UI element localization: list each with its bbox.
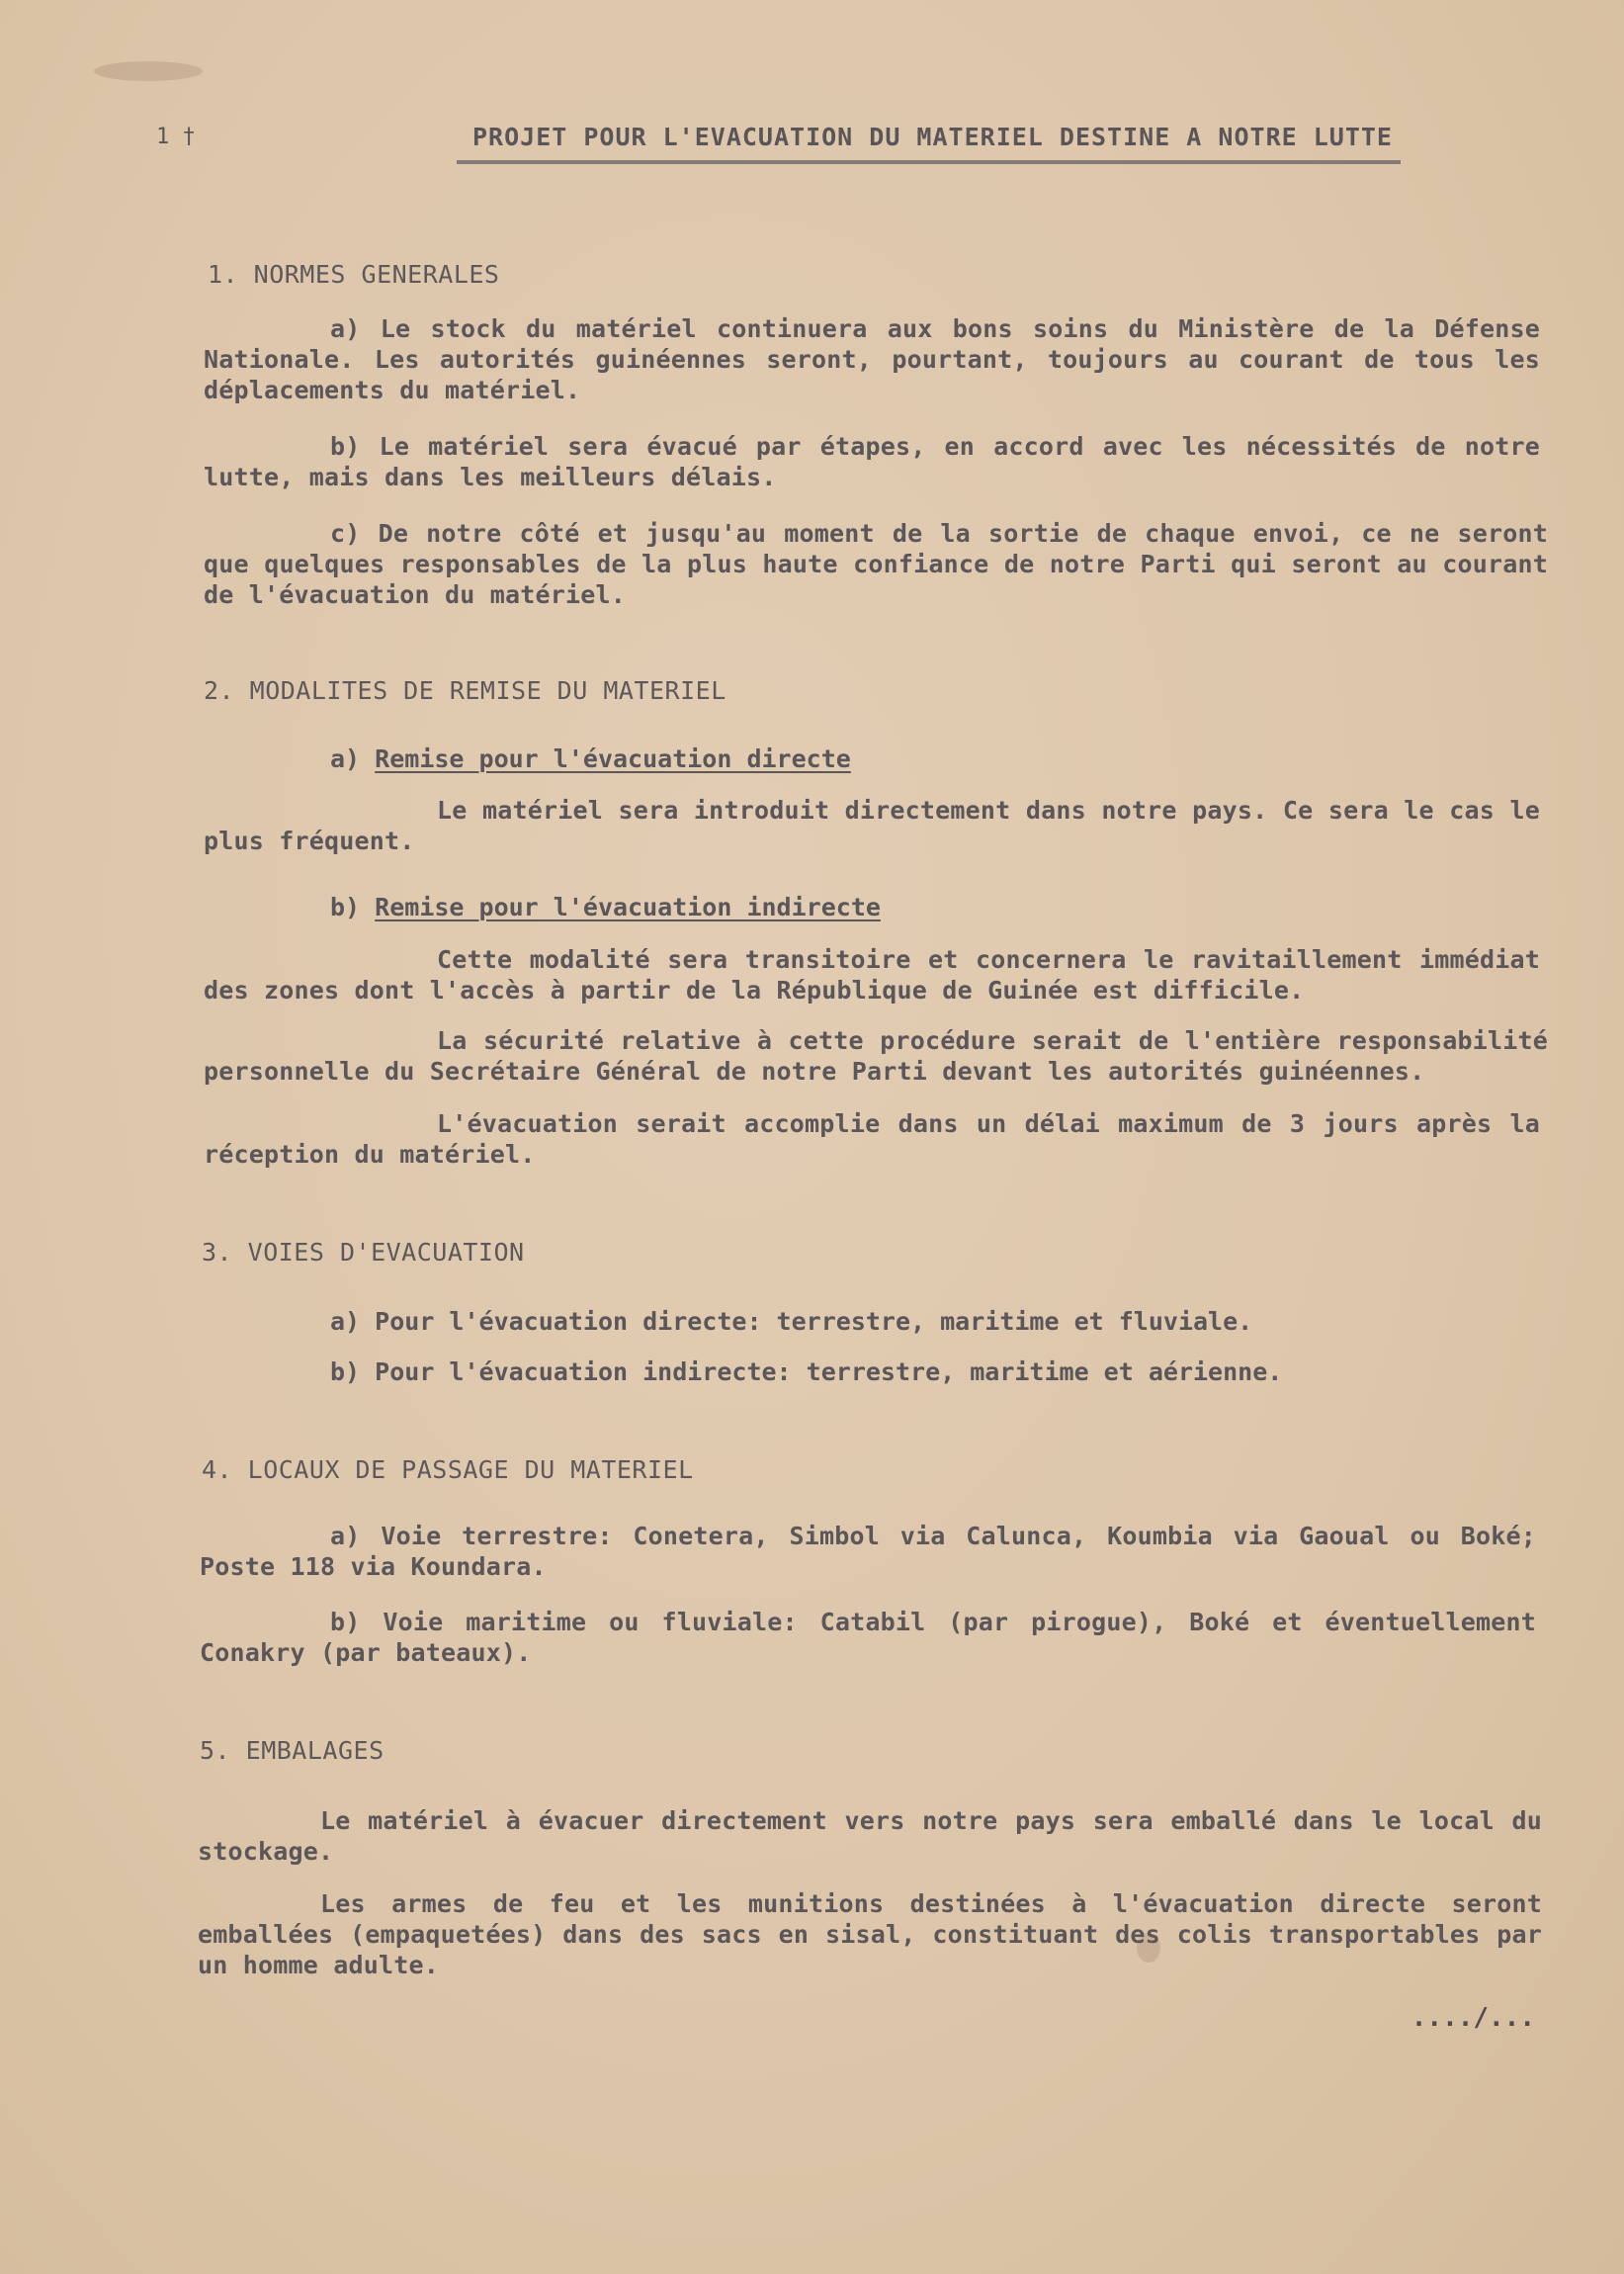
item-text: De notre côté et jusqu'au moment de la sortie de chaque envoi, ce ne seront que quelques responsables de la plus haute confiance de notre Parti qui seront au courant de l'évacuation du matériel.	[204, 519, 1548, 609]
section-2-sub-b-para-3	[204, 1108, 1540, 1170]
item-label: a)	[330, 744, 361, 773]
title-underline	[457, 160, 1401, 164]
item-label: a)	[330, 314, 361, 343]
item-text: Voie terrestre: Conetera, Simbol via Calunca, Koumbia via Gaoual ou Boké; Poste 118 via Koundara.	[200, 1522, 1536, 1581]
section-2-sub-b-para-2	[204, 1025, 1548, 1087]
margin-mark: 1 †	[156, 125, 196, 149]
section-2-heading: 2. MODALITES DE REMISE DU MATERIEL	[204, 676, 727, 705]
item-text: Voie maritime ou fluviale: Catabil (par pirogue), Boké et éventuellement Conakry (par bateaux).	[200, 1608, 1536, 1667]
section-2-sub-a-text	[204, 795, 1540, 856]
paragraph-text: L'évacuation serait accomplie dans un délai maximum de 3 jours après la réception du matériel.	[204, 1109, 1540, 1169]
section-3-item-a	[330, 1307, 1252, 1336]
section-5-heading: 5. EMBALAGES	[200, 1736, 385, 1765]
subheading: Remise pour l'évacuation directe	[375, 744, 851, 773]
section-1-heading: 1. NORMES GENERALES	[208, 260, 500, 289]
section-2-sub-a-title	[330, 744, 851, 773]
item-label: a)	[330, 1522, 361, 1550]
paper-stain	[94, 61, 203, 81]
paragraph-text: Le matériel à évacuer directement vers notre pays sera emballé dans le local du stockage.	[198, 1806, 1542, 1866]
paragraph-text: Le matériel sera introduit directement dans notre pays. Ce sera le cas le plus fréquent.	[204, 796, 1540, 855]
item-label: b)	[330, 1608, 361, 1636]
section-1-item-a	[204, 313, 1540, 405]
item-text: Le stock du matériel continuera aux bons soins du Ministère de la Défense Nationale. Les autorités guinéennes seront, pourtant, toujours au courant de tous les déplacements du matériel.	[204, 314, 1540, 404]
item-label: b)	[330, 1357, 361, 1386]
continuation-mark: ..../...	[1410, 2003, 1535, 2033]
item-text: Pour l'évacuation directe: terrestre, maritime et fluviale.	[375, 1307, 1253, 1336]
section-4-item-a	[200, 1521, 1536, 1582]
section-2-sub-b-title	[330, 893, 881, 921]
section-5-para-2	[198, 1888, 1542, 1980]
section-3-item-b	[330, 1357, 1282, 1386]
subheading: Remise pour l'évacuation indirecte	[375, 893, 881, 921]
item-label: c)	[330, 519, 361, 548]
item-label: b)	[330, 432, 361, 461]
section-3-heading: 3. VOIES D'EVACUATION	[202, 1238, 525, 1267]
item-label: b)	[330, 893, 361, 921]
paragraph-text: Les armes de feu et les munitions destinées à l'évacuation directe seront emballées (empaquetées) dans des sacs en sisal, constituant des colis transportables par un homme adulte.	[198, 1889, 1542, 1979]
section-2-sub-b-para-1	[204, 944, 1540, 1006]
section-5-para-1	[198, 1805, 1542, 1867]
section-1-item-c	[204, 518, 1548, 610]
paragraph-text: La sécurité relative à cette procédure serait de l'entière responsabilité personnelle du Secrétaire Général de notre Parti devant les autorités guinéennes.	[204, 1026, 1548, 1086]
section-4-item-b	[200, 1607, 1536, 1668]
paragraph-text: Cette modalité sera transitoire et concernera le ravitaillement immédiat des zones dont l'accès à partir de la République de Guinée est difficile.	[204, 945, 1540, 1005]
item-label: a)	[330, 1307, 361, 1336]
item-text: Pour l'évacuation indirecte: terrestre, maritime et aérienne.	[375, 1357, 1283, 1386]
section-4-heading: 4. LOCAUX DE PASSAGE DU MATERIEL	[202, 1455, 694, 1484]
item-text: Le matériel sera évacué par étapes, en accord avec les nécessités de notre lutte, mais dans les meilleurs délais.	[204, 432, 1540, 491]
section-1-item-b	[204, 431, 1540, 492]
document-title: PROJET POUR L'EVACUATION DU MATERIEL DESTINE A NOTRE LUTTE	[472, 123, 1393, 151]
